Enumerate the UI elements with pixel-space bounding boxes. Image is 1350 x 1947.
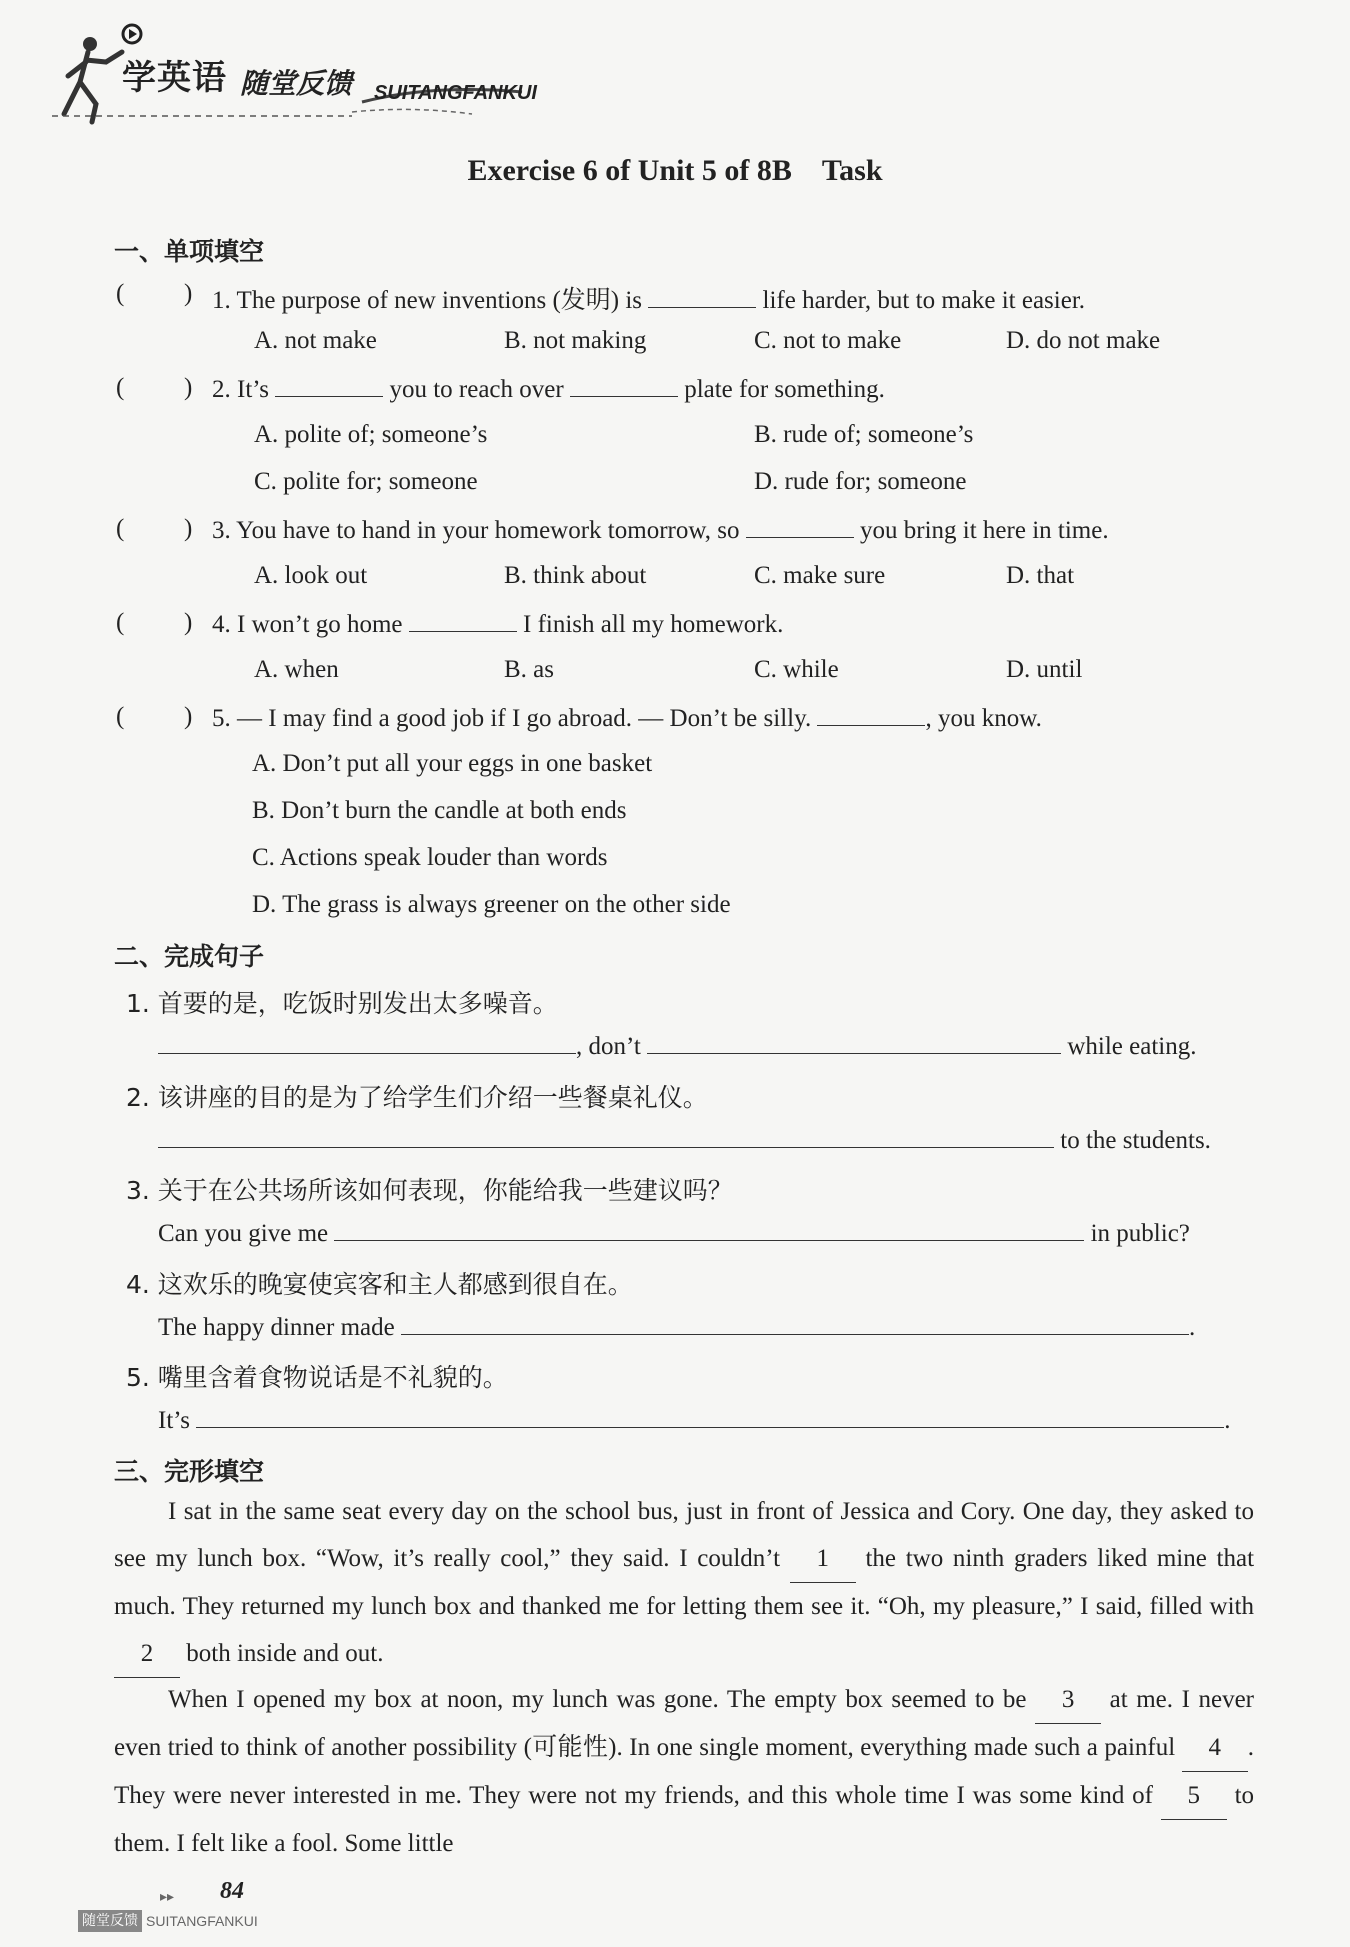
footer-brand-en: SUITANGFANKUI [146, 1913, 258, 1929]
section3-heading: 三、完形填空 [114, 1457, 265, 1486]
answer-bracket-4[interactable] [116, 609, 193, 637]
s4-blank[interactable] [401, 1312, 1189, 1335]
q3-option-a: A. look out [254, 562, 368, 589]
cloze-blank-3[interactable]: 3 [1035, 1676, 1101, 1724]
q2-option-d: D. rude for; someone [754, 468, 967, 495]
s3-end: in public? [1090, 1220, 1190, 1247]
question-3 [212, 515, 1109, 545]
q4-stem-a: 4. I won’t go home [212, 611, 403, 638]
sentence-2-prompt: 2. 该讲座的目的是为了给学生们介绍一些餐桌礼仪。 [126, 1083, 708, 1112]
sentence-1-answer [158, 1031, 1196, 1061]
q5-stem-b: , you know. [925, 705, 1042, 732]
cloze-blank-2[interactable]: 2 [114, 1630, 180, 1678]
answer-bracket-5[interactable] [116, 703, 193, 731]
q3-option-c: C. make sure [754, 562, 886, 589]
cloze-text-1a: I sat in the same seat every day on the school bus, just in front of Jessica and Cory. One day, they asked to see my lunch box. “Wow, it’s really cool,” they said. I couldn’t [114, 1498, 1254, 1572]
bracket-left: ( [116, 515, 125, 542]
q2-stem-c: plate for something. [684, 376, 885, 403]
brand-subtitle: 随堂反馈 [240, 67, 353, 100]
s4-start: The happy dinner made [158, 1314, 395, 1341]
cloze-text-2a: When I opened my box at noon, my lunch was gone. The empty box seemed to be [168, 1686, 1027, 1713]
footer-arrows-icon: ▸▸ [160, 1890, 175, 1905]
q2-option-b: B. rude of; someone’s [754, 421, 974, 448]
title-exercise: Exercise 6 of Unit 5 of 8B [467, 154, 792, 187]
q2-blank-2[interactable] [570, 374, 678, 397]
cloze-text-1c: both inside and out. [186, 1640, 384, 1667]
q4-blank[interactable] [409, 609, 517, 632]
sentence-3-answer [158, 1218, 1190, 1248]
s1-blank-1[interactable] [158, 1031, 576, 1054]
q2-option-a: A. polite of; someone’s [254, 421, 488, 448]
q5-option-a: A. Don’t put all your eggs in one basket [252, 750, 653, 777]
q1-stem-b: life harder, but to make it easier. [762, 287, 1086, 314]
sentence-5-answer [158, 1405, 1230, 1435]
q4-stem-b: I finish all my homework. [523, 611, 784, 638]
brand-title: 学英语 [122, 58, 227, 98]
s5-blank[interactable] [196, 1405, 1224, 1428]
q2-stem-a: 2. It’s [212, 376, 269, 403]
q3-stem-a: 3. You have to hand in your homework tomorrow, so [212, 517, 740, 544]
cloze-text-2c: . They were never interested in me. They were not my friends, and this whole time I was some kind of [114, 1734, 1254, 1809]
q4-option-a: A. when [254, 656, 339, 683]
cloze-text-1b: the two ninth graders liked mine that much. They returned my lunch box and thanked me for letting them see it. “Oh, my pleasure,” I said, filled with [114, 1545, 1255, 1620]
q1-option-d: D. do not make [1006, 327, 1161, 354]
bracket-left: ( [116, 374, 125, 401]
cloze-paragraph-2 [114, 1676, 1254, 1867]
bracket-right: ) [184, 374, 193, 401]
bracket-right: ) [184, 609, 193, 636]
section1-heading: 一、单项填空 [114, 237, 265, 266]
question-1 [212, 280, 1085, 316]
q1-stem-a: 1. The purpose of new inventions (发明) is [212, 287, 643, 314]
q1-blank[interactable] [648, 285, 756, 308]
sentence-2-answer [158, 1125, 1211, 1155]
s1-blank-2[interactable] [647, 1031, 1061, 1054]
q1-option-b: B. not making [504, 327, 647, 354]
cloze-blank-4[interactable]: 4 [1182, 1724, 1248, 1772]
s5-end: . [1224, 1407, 1231, 1434]
title-task: Task [821, 154, 883, 187]
bracket-left: ( [116, 703, 125, 730]
s2-blank[interactable] [158, 1125, 1054, 1148]
q1-option-c: C. not to make [754, 327, 902, 354]
sentence-4-answer [158, 1312, 1195, 1342]
s1-mid: , don’t [576, 1033, 641, 1060]
section2-heading: 二、完成句子 [114, 942, 265, 971]
page-number: 84 [220, 1878, 244, 1904]
s3-blank[interactable] [334, 1218, 1084, 1241]
q3-blank[interactable] [746, 515, 854, 538]
question-4 [212, 609, 783, 639]
q2-blank-1[interactable] [275, 374, 383, 397]
q5-option-c: C. Actions speak louder than words [252, 844, 608, 871]
question-5 [212, 703, 1042, 733]
sentence-3-prompt: 3. 关于在公共场所该如何表现，你能给我一些建议吗？ [126, 1176, 733, 1205]
cloze-paragraph-1 [114, 1488, 1254, 1678]
bracket-right: ) [184, 280, 193, 307]
cloze-text-2b: at me. I never even tried to think of another possibility (可能性). In one single moment, everything made such a painful [114, 1686, 1254, 1761]
q2-option-c: C. polite for; someone [254, 468, 478, 495]
sentence-5-prompt: 5. 嘴里含着食物说话是不礼貌的。 [126, 1363, 508, 1392]
q5-option-d: D. The grass is always greener on the other side [252, 891, 731, 918]
brand-header [52, 22, 572, 130]
bracket-left: ( [116, 280, 125, 307]
sentence-1-prompt: 1. 首要的是，吃饭时别发出太多噪音。 [126, 989, 558, 1018]
q5-stem-a: 5. — I may find a good job if I go abroad. — Don’t be silly. [212, 705, 812, 732]
footer-brand-cn: 随堂反馈 [78, 1910, 142, 1932]
cloze-text-2d: to them. I felt like a fool. Some little [114, 1782, 1255, 1857]
q3-option-b: B. think about [504, 562, 647, 589]
q2-stem-b: you to reach over [389, 376, 564, 403]
q4-option-c: C. while [754, 656, 839, 683]
answer-bracket-3[interactable] [116, 515, 193, 543]
q3-option-d: D. that [1006, 562, 1075, 589]
cloze-blank-5[interactable]: 5 [1161, 1772, 1227, 1820]
question-2 [212, 374, 885, 404]
s2-end: to the students. [1060, 1127, 1211, 1154]
answer-bracket-1[interactable] [116, 280, 193, 308]
sentence-4-prompt: 4. 这欢乐的晚宴使宾客和主人都感到很自在。 [126, 1270, 633, 1299]
q1-option-a: A. not make [254, 327, 377, 354]
q5-option-b: B. Don’t burn the candle at both ends [252, 797, 627, 824]
cloze-blank-1[interactable]: 1 [790, 1535, 856, 1583]
q5-blank[interactable] [817, 703, 925, 726]
q4-option-d: D. until [1006, 656, 1083, 683]
bracket-left: ( [116, 609, 125, 636]
s4-end: . [1188, 1314, 1196, 1341]
bracket-right: ) [184, 515, 193, 542]
s1-end: while eating. [1067, 1033, 1197, 1060]
answer-bracket-2[interactable] [116, 374, 193, 402]
bracket-right: ) [184, 703, 193, 730]
q3-stem-b: you bring it here in time. [860, 517, 1109, 544]
footer-brand [78, 1910, 258, 1932]
page-title [0, 154, 1350, 188]
q4-option-b: B. as [504, 656, 554, 683]
brand-pinyin: SUITANGFANKUI [374, 82, 537, 104]
s3-start: Can you give me [158, 1220, 329, 1247]
s5-start: It’s [158, 1407, 190, 1434]
